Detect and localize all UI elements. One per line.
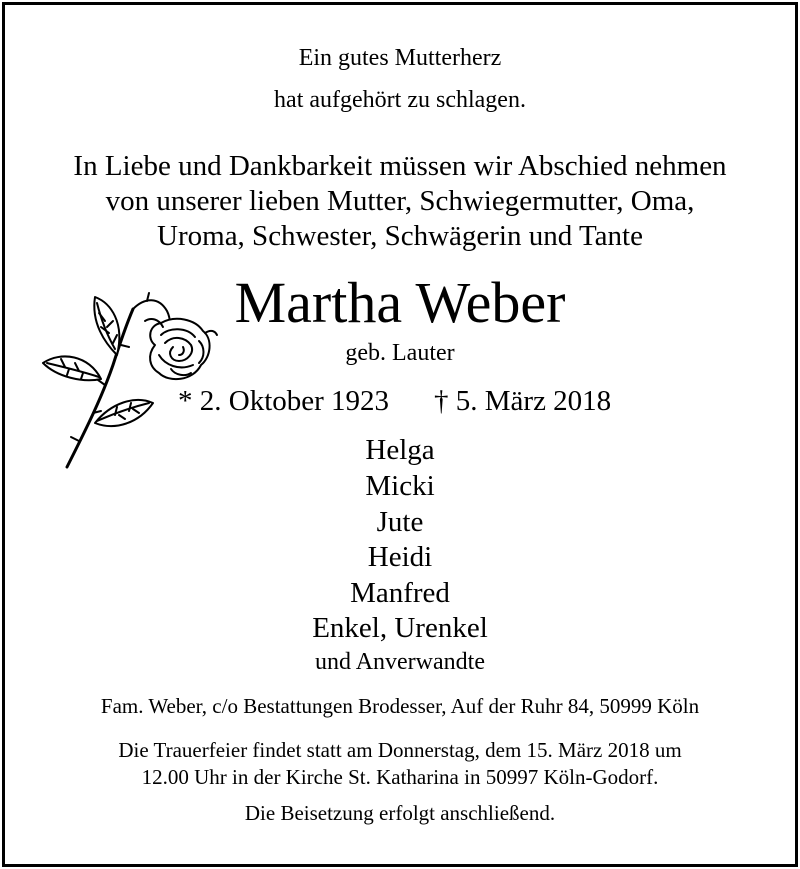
mourner-name: Heidi [367, 541, 433, 573]
birth-name: geb. Lauter [345, 340, 455, 366]
mourner-name: Manfred [350, 577, 450, 609]
ceremony-line-2: 12.00 Uhr in der Kirche St. Katharina in 50997 Köln-Godorf. [141, 765, 659, 789]
mourner-name: Micki [365, 470, 435, 502]
date-of-death: † 5. März 2018 [434, 385, 612, 417]
deceased-name: Martha Weber [234, 270, 566, 335]
ceremony-line-1: Die Trauerfeier findet statt am Donnerstag, dem 15. März 2018 um [118, 738, 682, 762]
mourner-name: Enkel, Urenkel [312, 612, 488, 644]
burial-note: Die Beisetzung erfolgt anschließend. [244, 801, 556, 825]
mourner-name: Helga [365, 434, 435, 466]
family-address: Fam. Weber, c/o Bestattungen Brodesser, Auf der Ruhr 84, 50999 Köln [100, 694, 700, 718]
obituary-notice [2, 2, 798, 867]
relatives-line: und Anverwandte [315, 649, 485, 675]
message-line-1: In Liebe und Dankbarkeit müssen wir Abschied nehmen [73, 150, 727, 182]
message-line-3: Uroma, Schwester, Schwägerin und Tante [157, 220, 643, 252]
mourner-name: Jute [376, 506, 424, 538]
date-of-birth: * 2. Oktober 1923 [178, 385, 390, 417]
intro-line-2: hat aufgehört zu schlagen. [274, 87, 526, 113]
message-line-2: von unserer lieben Mutter, Schwiegermutter, Oma, [105, 185, 695, 217]
intro-line-1: Ein gutes Mutterherz [298, 45, 502, 71]
